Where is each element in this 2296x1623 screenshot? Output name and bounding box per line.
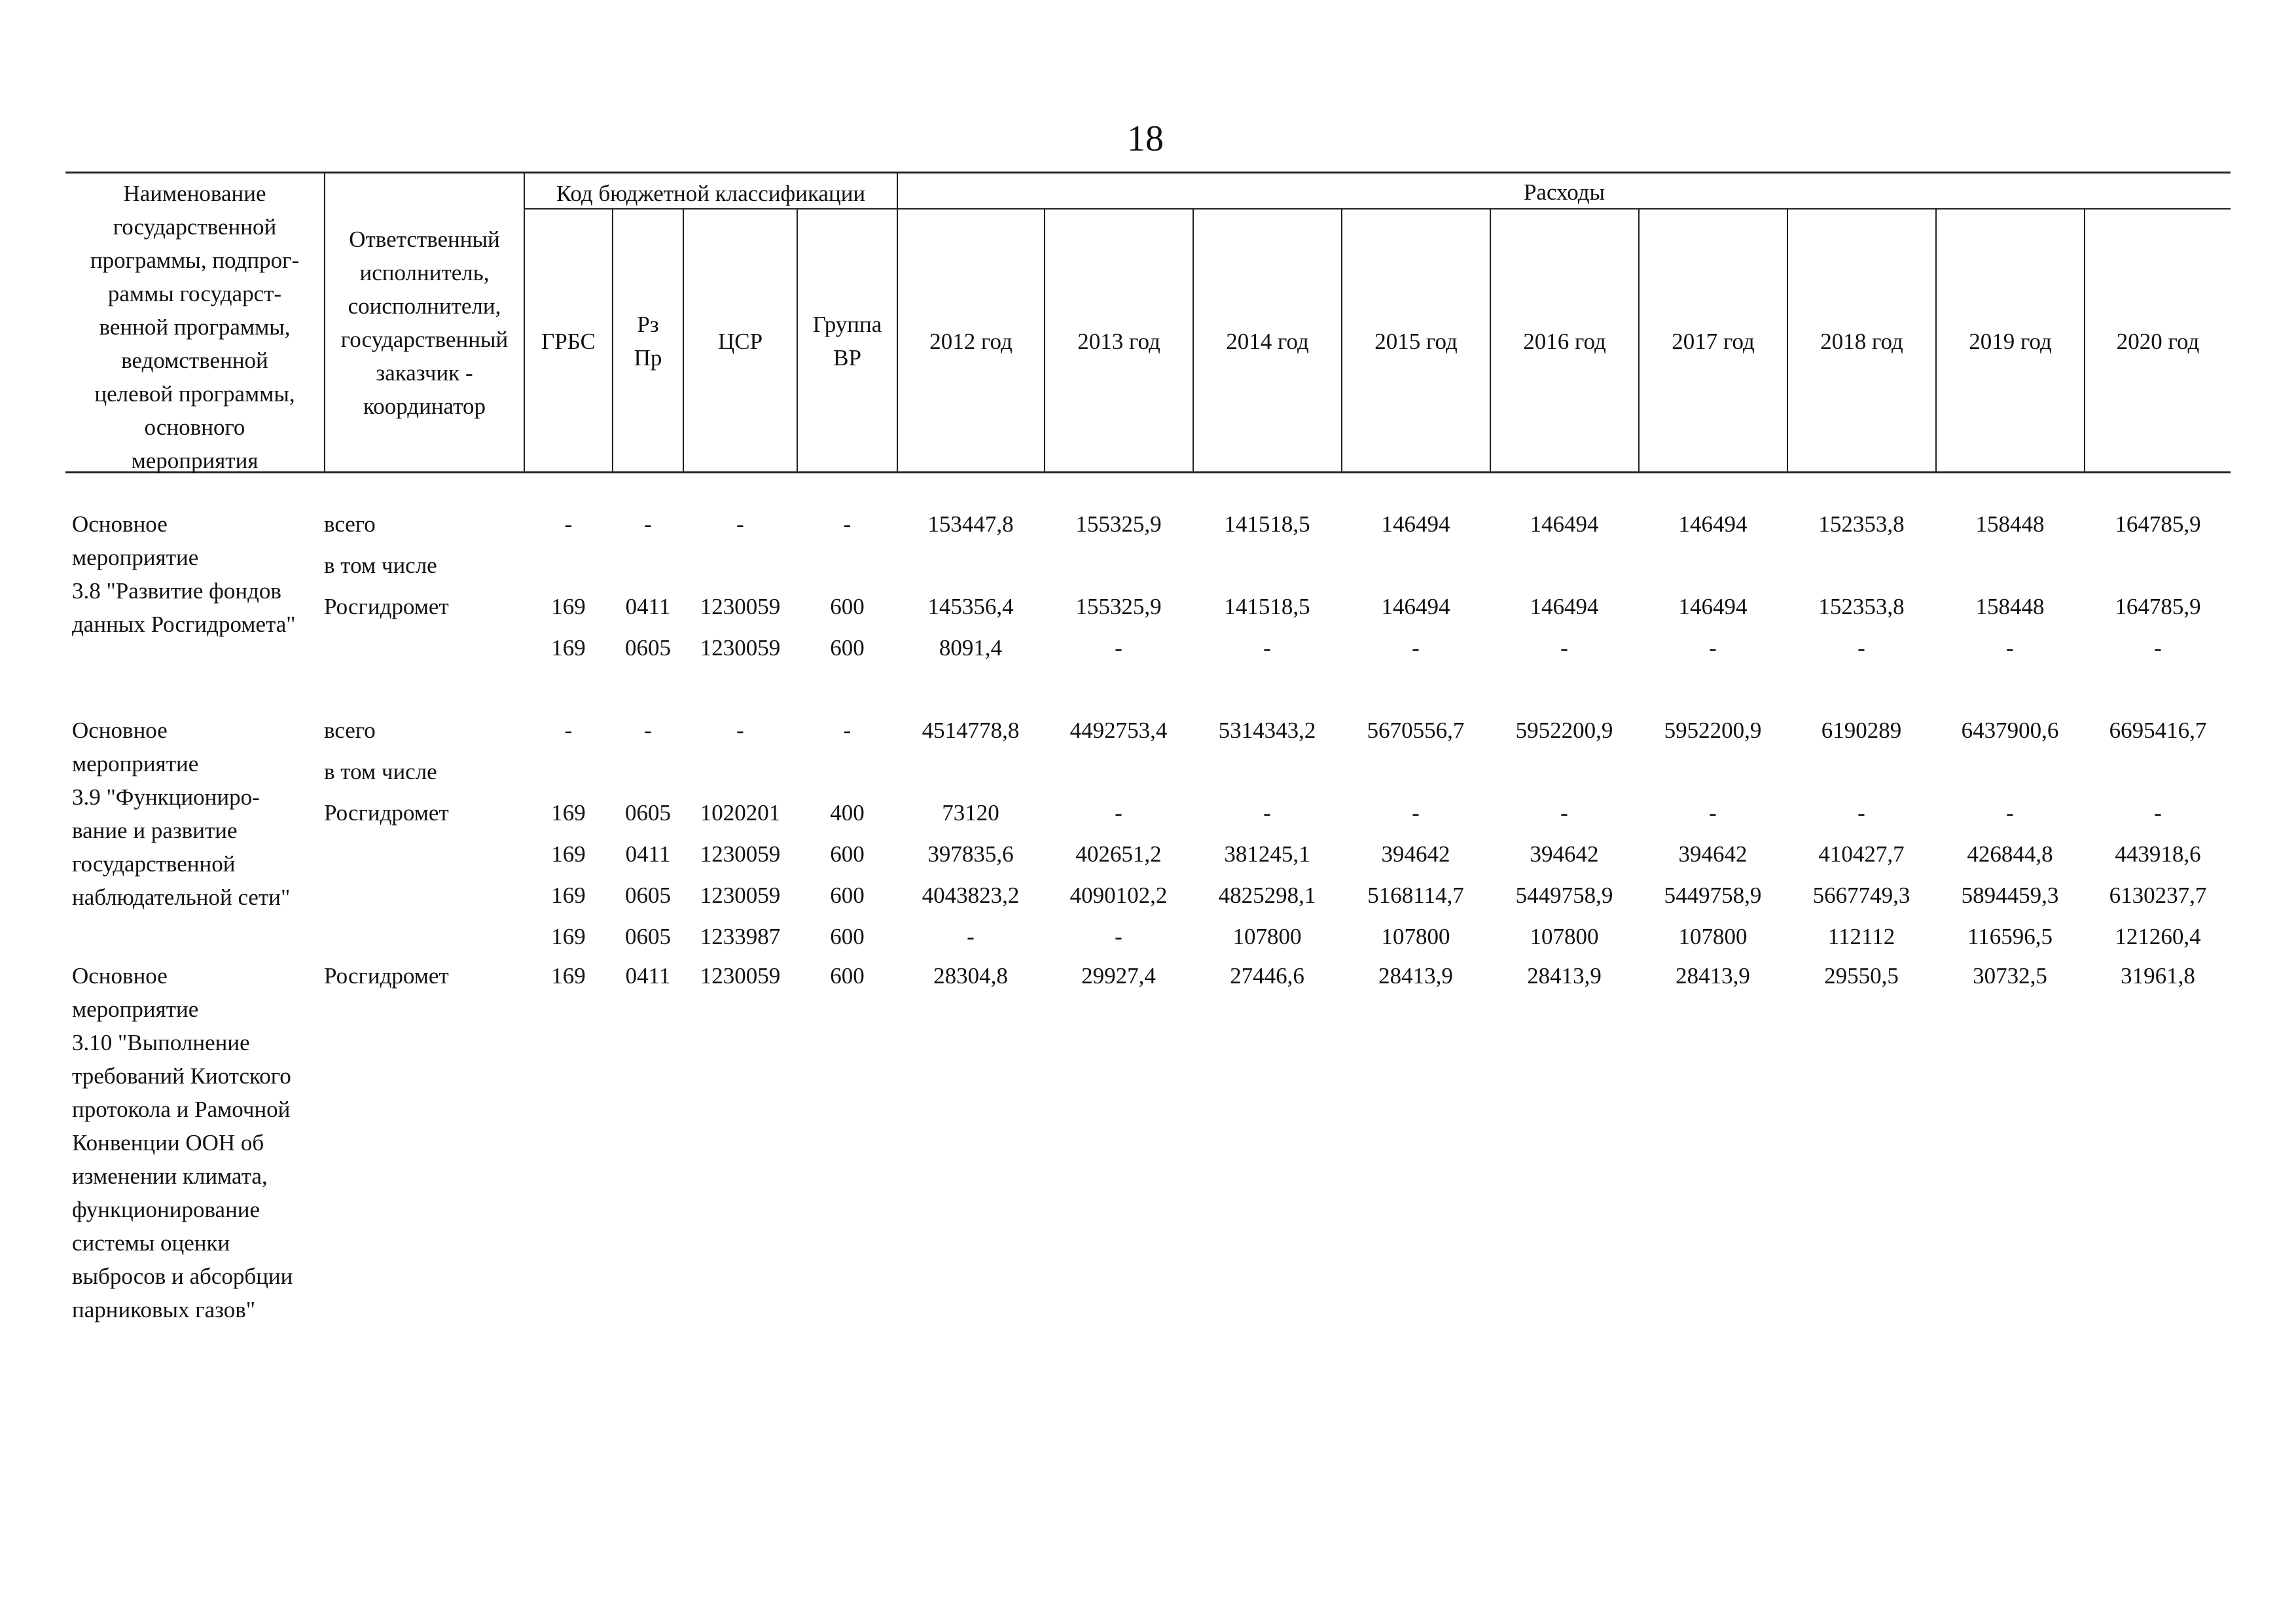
- row-value-2014: 107800: [1232, 924, 1302, 949]
- row-value-2019: 30732,5: [1973, 963, 2047, 989]
- row-csr: -: [736, 718, 744, 743]
- header-budget-group: Код бюджетной классификации: [556, 181, 866, 206]
- row-vr: 600: [830, 841, 865, 867]
- row-value-2012: 397835,6: [927, 841, 1014, 867]
- row-value-2019: 116596,5: [1967, 924, 2053, 949]
- col-divider: [897, 172, 898, 473]
- header-year-2018: 2018 год: [1820, 329, 1903, 354]
- row-rzpr: -: [644, 511, 652, 537]
- row-csr: -: [736, 511, 744, 537]
- header-year-2017: 2017 год: [1672, 329, 1755, 354]
- row-value-2015: 28413,9: [1378, 963, 1453, 989]
- row-value-2013: 155325,9: [1075, 594, 1162, 619]
- row-value-2018: 112112: [1827, 924, 1895, 949]
- row-value-2013: 29927,4: [1081, 963, 1156, 989]
- row-value-2017: -: [1709, 800, 1717, 826]
- row-rzpr: 0411: [625, 594, 671, 619]
- row-rzpr: 0605: [625, 635, 671, 661]
- row-csr: 1230059: [700, 841, 781, 867]
- row-value-2018: 410427,7: [1818, 841, 1905, 867]
- row-responsible: Росгидромет: [324, 963, 449, 989]
- row-value-2015: -: [1412, 635, 1420, 661]
- row-value-2017: 28413,9: [1676, 963, 1750, 989]
- row-value-2020: 121260,4: [2115, 924, 2201, 949]
- row-value-2012: 8091,4: [939, 635, 1003, 661]
- block-name: Основное мероприятие 3.10 "Выполнение требований Киотского протокола и Рамочной Конвенции ООН об изменении климата, функционирование системы оценки выбросов и абсорбции парниковых газов": [72, 963, 293, 1322]
- row-grbs: -: [564, 511, 573, 537]
- row-grbs: 169: [551, 594, 586, 619]
- row-value-2013: -: [1115, 800, 1122, 826]
- row-responsible: Росгидромет: [324, 800, 449, 826]
- row-value-2016: 28413,9: [1527, 963, 1602, 989]
- row-value-2018: 152353,8: [1818, 594, 1905, 619]
- row-rzpr: 0605: [625, 800, 671, 826]
- row-vr: -: [843, 511, 852, 537]
- row-responsible: всего: [324, 718, 376, 743]
- row-value-2017: 146494: [1678, 594, 1748, 619]
- row-value-2014: 141518,5: [1224, 594, 1310, 619]
- row-rzpr: 0605: [625, 883, 671, 908]
- row-value-2012: 145356,4: [927, 594, 1014, 619]
- row-value-2013: 155325,9: [1075, 511, 1162, 537]
- header-vr: Группа ВР: [812, 312, 882, 371]
- header-expenses-group: Расходы: [1523, 179, 1605, 205]
- row-value-2015: 146494: [1381, 511, 1450, 537]
- row-value-2019: 158448: [1975, 511, 2045, 537]
- table-top-line: [65, 172, 2231, 173]
- row-value-2016: -: [1560, 635, 1568, 661]
- row-rzpr: 0411: [625, 841, 671, 867]
- row-value-2014: -: [1263, 800, 1271, 826]
- row-grbs: 169: [551, 800, 586, 826]
- row-value-2016: 146494: [1530, 511, 1599, 537]
- header-year-2016: 2016 год: [1523, 329, 1606, 354]
- row-value-2017: 5952200,9: [1664, 718, 1762, 743]
- header-rzpr: Рз Пр: [634, 312, 662, 371]
- row-value-2020: -: [2154, 635, 2162, 661]
- row-value-2018: 5667749,3: [1812, 883, 1910, 908]
- row-value-2020: 164785,9: [2115, 511, 2201, 537]
- row-value-2013: 4090102,2: [1069, 883, 1168, 908]
- header-bottom-line: [65, 471, 2231, 473]
- row-value-2017: 5449758,9: [1664, 883, 1762, 908]
- row-value-2015: -: [1412, 800, 1420, 826]
- row-rzpr: -: [644, 718, 652, 743]
- row-value-2018: 6190289: [1821, 718, 1902, 743]
- header-resp-col: Ответственный исполнитель, соисполнители, государственный заказчик - координатор: [340, 227, 509, 419]
- row-value-2019: 5894459,3: [1961, 883, 2059, 908]
- header-year-2015: 2015 год: [1374, 329, 1458, 354]
- header-year-2020: 2020 год: [2116, 329, 2200, 354]
- row-value-2018: -: [1857, 635, 1865, 661]
- row-grbs: 169: [551, 883, 586, 908]
- row-value-2020: -: [2154, 800, 2162, 826]
- block-name: Основное мероприятие 3.8 "Развитие фондов данных Росгидромета": [72, 511, 296, 637]
- row-value-2020: 6695416,7: [2109, 718, 2207, 743]
- row-value-2016: -: [1560, 800, 1568, 826]
- header-year-2012: 2012 год: [929, 329, 1013, 354]
- row-value-2017: 394642: [1678, 841, 1748, 867]
- row-value-2014: -: [1263, 635, 1271, 661]
- row-responsible: всего: [324, 511, 376, 537]
- row-value-2012: -: [967, 924, 975, 949]
- row-grbs: 169: [551, 963, 586, 989]
- row-grbs: 169: [551, 635, 586, 661]
- row-responsible: Росгидромет: [324, 594, 449, 619]
- header-year-2019: 2019 год: [1969, 329, 2052, 354]
- row-vr: 600: [830, 635, 865, 661]
- row-vr: 600: [830, 883, 865, 908]
- row-value-2013: 402651,2: [1075, 841, 1162, 867]
- row-value-2013: -: [1115, 635, 1122, 661]
- header-grbs: ГРБС: [541, 329, 596, 354]
- row-value-2016: 146494: [1530, 594, 1599, 619]
- row-value-2013: -: [1115, 924, 1122, 949]
- row-value-2015: 146494: [1381, 594, 1450, 619]
- row-csr: 1230059: [700, 963, 781, 989]
- row-value-2012: 153447,8: [927, 511, 1014, 537]
- header-year-2014: 2014 год: [1226, 329, 1309, 354]
- row-value-2014: 141518,5: [1224, 511, 1310, 537]
- row-value-2018: -: [1857, 800, 1865, 826]
- row-responsible: в том числе: [324, 759, 437, 784]
- page-number: 18: [1127, 119, 1164, 159]
- row-responsible: в том числе: [324, 553, 437, 578]
- row-rzpr: 0411: [625, 963, 671, 989]
- row-value-2020: 31961,8: [2121, 963, 2195, 989]
- row-value-2017: 107800: [1678, 924, 1748, 949]
- header-csr: ЦСР: [717, 329, 763, 354]
- row-rzpr: 0605: [625, 924, 671, 949]
- row-grbs: 169: [551, 841, 586, 867]
- col-divider: [524, 172, 525, 473]
- row-vr: 600: [830, 594, 865, 619]
- row-value-2019: 158448: [1975, 594, 2045, 619]
- row-value-2015: 394642: [1381, 841, 1450, 867]
- row-value-2016: 107800: [1530, 924, 1599, 949]
- row-value-2015: 107800: [1381, 924, 1450, 949]
- row-value-2019: 6437900,6: [1961, 718, 2059, 743]
- row-value-2012: 73120: [942, 800, 999, 826]
- row-value-2017: 146494: [1678, 511, 1748, 537]
- row-value-2019: 426844,8: [1967, 841, 2053, 867]
- row-value-2015: 5670556,7: [1367, 718, 1465, 743]
- row-csr: 1230059: [700, 635, 781, 661]
- row-value-2013: 4492753,4: [1069, 718, 1168, 743]
- row-vr: 600: [830, 963, 865, 989]
- row-value-2014: 4825298,1: [1218, 883, 1316, 908]
- row-value-2012: 28304,8: [933, 963, 1008, 989]
- row-csr: 1233987: [700, 924, 781, 949]
- header-name-col: Наименование государственной программы, подпрог- раммы государст- венной программы, ведомственной целевой программы, основного мероприятия: [90, 181, 300, 473]
- row-value-2016: 5952200,9: [1515, 718, 1613, 743]
- row-csr: 1230059: [700, 594, 781, 619]
- row-value-2016: 394642: [1530, 841, 1599, 867]
- row-value-2014: 27446,6: [1230, 963, 1304, 989]
- row-value-2018: 152353,8: [1818, 511, 1905, 537]
- row-value-2016: 5449758,9: [1515, 883, 1613, 908]
- row-vr: 600: [830, 924, 865, 949]
- row-vr: 400: [830, 800, 865, 826]
- row-vr: -: [843, 718, 852, 743]
- row-grbs: 169: [551, 924, 586, 949]
- row-value-2012: 4043823,2: [922, 883, 1020, 908]
- row-value-2020: 164785,9: [2115, 594, 2201, 619]
- row-value-2019: -: [2006, 800, 2014, 826]
- block-name: Основное мероприятие 3.9 "Функциониро- вание и развитие государственной наблюдательной сети": [72, 718, 291, 910]
- row-value-2018: 29550,5: [1824, 963, 1899, 989]
- row-value-2014: 5314343,2: [1218, 718, 1316, 743]
- row-value-2015: 5168114,7: [1367, 883, 1464, 908]
- row-value-2020: 6130237,7: [2109, 883, 2207, 908]
- header-year-2013: 2013 год: [1077, 329, 1160, 354]
- row-value-2014: 381245,1: [1224, 841, 1310, 867]
- row-value-2017: -: [1709, 635, 1717, 661]
- row-grbs: -: [564, 718, 573, 743]
- row-value-2020: 443918,6: [2115, 841, 2201, 867]
- row-csr: 1020201: [700, 800, 781, 826]
- row-value-2012: 4514778,8: [922, 718, 1020, 743]
- row-value-2019: -: [2006, 635, 2014, 661]
- row-csr: 1230059: [700, 883, 781, 908]
